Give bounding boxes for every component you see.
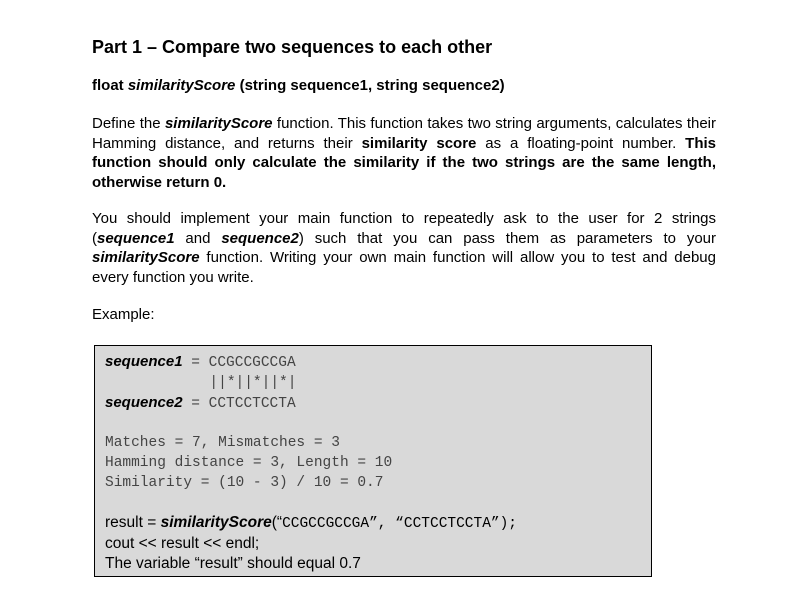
sequence2-line — [105, 393, 641, 415]
function-name: similarityScore — [92, 249, 200, 266]
text-run: (“ — [271, 513, 283, 531]
text-run: as a floating-point number. — [476, 134, 686, 152]
description-paragraph — [92, 114, 716, 192]
section-heading: Part 1 – Compare two sequences to each other — [92, 37, 493, 57]
match-marks-line: ||*||*||*| — [105, 374, 297, 391]
text-run: function. Writing your own main function will allow you to test and debug every function you write. — [92, 249, 716, 286]
bold-requirement-text: This function should only calculate the similarity if the two strings are the same length, otherwise return 0. — [92, 134, 716, 191]
bold-text: similarity score — [361, 134, 477, 152]
sequence2-value: = CCTCCTCCTA — [182, 396, 296, 413]
sequence1-line — [105, 352, 641, 374]
main-function-paragraph — [92, 209, 716, 287]
sequence1-name: sequence1 — [105, 353, 183, 370]
example-label: Example: — [92, 306, 155, 323]
sequence1-value: = CCGCCGCCGA — [182, 355, 296, 371]
hamming-line: Hamming distance = 3, Length = 10 — [105, 454, 393, 471]
spacer — [105, 493, 641, 513]
signature-function-name: similarityScore — [127, 77, 236, 94]
function-signature — [92, 77, 716, 95]
signature-return-type: float — [92, 77, 128, 94]
signature-params: (string sequence1, string sequence2) — [235, 77, 505, 94]
text-run: Define the — [92, 115, 165, 132]
matches-line: Matches = 7, Mismatches = 3 — [105, 435, 340, 452]
function-name: similarityScore — [160, 513, 272, 531]
document-page — [92, 36, 716, 325]
sequence2-name: sequence2 — [105, 394, 183, 412]
code-args: CCGCCGCCGA”, “CCTCCTCCTA”); — [282, 515, 518, 532]
example-box — [94, 345, 652, 577]
result-note-line: The variable “result” should equal 0.7 — [105, 554, 361, 572]
param-name: sequence2 — [221, 229, 299, 247]
text-run: result = — [105, 513, 161, 531]
text-run: You should implement your main function to repeatedly ask to the user for 2 strings ( — [92, 210, 716, 247]
code-call-line — [105, 513, 641, 535]
param-name: sequence1 — [97, 229, 175, 247]
function-name: similarityScore — [164, 115, 273, 132]
text-run: and — [174, 229, 222, 247]
text-run: ) such that you can pass them as parameters to your — [298, 229, 716, 247]
spacer — [105, 415, 641, 435]
text-run: function. This function takes two string arguments, calculates their Hamming distance, and returns their — [92, 115, 717, 152]
code-cout-line: cout << result << endl; — [105, 535, 260, 553]
similarity-line: Similarity = (10 - 3) / 10 = 0.7 — [105, 474, 384, 491]
